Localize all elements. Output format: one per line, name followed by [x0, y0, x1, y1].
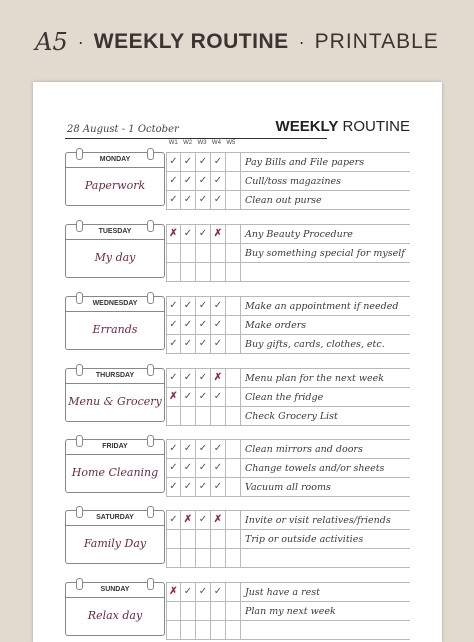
week-checkbox[interactable]: ✓ [181, 153, 196, 171]
week-label-w2: W2 [183, 140, 193, 146]
week-checkbox[interactable]: ✓ [166, 297, 181, 315]
week-checkbox[interactable] [226, 602, 241, 620]
week-checkbox[interactable]: ✓ [181, 191, 196, 209]
week-checkbox[interactable] [226, 511, 241, 529]
week-checkbox[interactable] [196, 263, 211, 281]
day-name: SUNDAY [66, 583, 164, 598]
week-checkbox[interactable] [226, 388, 241, 406]
week-checkbox[interactable]: ✓ [196, 335, 211, 353]
week-checkbox[interactable] [166, 263, 181, 281]
week-checkbox[interactable] [211, 263, 226, 281]
routine-item-text: Make orders [245, 320, 307, 331]
week-checkbox[interactable]: ✓ [181, 583, 196, 601]
week-checkbox[interactable] [196, 530, 211, 548]
routine-row [166, 549, 410, 568]
routine-item-text: Any Beauty Procedure [245, 229, 353, 240]
week-checkbox[interactable]: ✓ [166, 478, 181, 496]
routine-row [166, 263, 410, 282]
routine-item-text: Change towels and/or sheets [245, 463, 385, 474]
week-checkbox[interactable]: ✓ [196, 478, 211, 496]
week-checkbox[interactable]: ✓ [211, 459, 226, 477]
week-label-w4: W4 [211, 140, 221, 146]
routine-row [166, 191, 410, 210]
routine-row [166, 368, 410, 388]
routine-item-text [241, 621, 410, 639]
routine-row [166, 388, 410, 407]
week-checkbox[interactable]: ✓ [211, 478, 226, 496]
week-checkbox[interactable] [226, 297, 241, 315]
week-labels [166, 140, 238, 146]
week-label-w3: W3 [197, 140, 207, 146]
week-label-w5: W5 [226, 140, 236, 146]
banner-separator: · [77, 31, 84, 52]
routine-row [166, 407, 410, 426]
week-checkbox[interactable]: ✗ [166, 583, 181, 601]
routine-row [166, 582, 410, 602]
week-checkbox[interactable]: ✓ [196, 369, 211, 387]
week-checkbox[interactable]: ✓ [211, 153, 226, 171]
week-checkbox[interactable] [166, 407, 181, 425]
week-checkbox[interactable] [181, 244, 196, 262]
week-checkbox[interactable] [181, 263, 196, 281]
routine-row [166, 602, 410, 621]
week-checkbox[interactable]: ✓ [196, 172, 211, 190]
week-checkbox[interactable] [211, 407, 226, 425]
routine-grid [166, 510, 410, 568]
title-light: ROUTINE [338, 118, 410, 135]
week-checkbox[interactable]: ✓ [166, 153, 181, 171]
routine-row [166, 224, 410, 244]
week-checkbox[interactable] [196, 407, 211, 425]
routine-row [166, 510, 410, 530]
week-checkbox[interactable] [226, 549, 241, 567]
week-checkbox[interactable]: ✓ [196, 583, 211, 601]
week-checkbox[interactable] [181, 549, 196, 567]
routine-item-text: Pay Bills and File papers [245, 157, 365, 168]
week-checkbox[interactable] [226, 316, 241, 334]
week-checkbox[interactable] [196, 549, 211, 567]
week-checkbox[interactable] [226, 225, 241, 243]
banner-separator: · [298, 31, 305, 52]
routine-row [166, 530, 410, 549]
routine-item-text: Menu plan for the next week [245, 373, 384, 384]
day-focus: Home Cleaning [71, 466, 159, 479]
week-checkbox[interactable]: ✓ [181, 335, 196, 353]
week-checkbox[interactable] [181, 621, 196, 639]
week-checkbox[interactable] [211, 244, 226, 262]
week-checkbox[interactable] [181, 407, 196, 425]
week-checkbox[interactable]: ✗ [211, 225, 226, 243]
routine-item-text: Just have a rest [245, 587, 320, 598]
page-title [276, 118, 410, 135]
week-checkbox[interactable]: ✓ [211, 172, 226, 190]
week-checkbox[interactable]: ✓ [211, 316, 226, 334]
week-checkbox[interactable]: ✓ [166, 459, 181, 477]
week-checkbox[interactable]: ✓ [181, 440, 196, 458]
week-checkbox[interactable] [226, 440, 241, 458]
day-name: WEDNESDAY [66, 297, 164, 312]
day-card [65, 510, 165, 564]
header-rule [65, 138, 327, 139]
day-focus: Menu & Grocery [68, 395, 162, 408]
week-checkbox[interactable] [226, 335, 241, 353]
routine-row [166, 621, 410, 640]
week-checkbox[interactable]: ✓ [166, 440, 181, 458]
planner-page [33, 82, 442, 642]
week-checkbox[interactable] [196, 621, 211, 639]
week-checkbox[interactable] [226, 478, 241, 496]
week-checkbox[interactable]: ✓ [166, 172, 181, 190]
week-label-w1: W1 [168, 140, 178, 146]
week-checkbox[interactable]: ✓ [196, 511, 211, 529]
routine-row [166, 152, 410, 172]
week-checkbox[interactable]: ✓ [181, 297, 196, 315]
routine-grid [166, 368, 410, 426]
week-checkbox[interactable] [226, 369, 241, 387]
week-checkbox[interactable]: ✓ [211, 297, 226, 315]
routine-row [166, 439, 410, 459]
day-name: MONDAY [66, 153, 164, 168]
week-checkbox[interactable] [181, 602, 196, 620]
week-checkbox[interactable]: ✓ [211, 440, 226, 458]
week-checkbox[interactable]: ✓ [166, 511, 181, 529]
week-checkbox[interactable]: ✓ [166, 369, 181, 387]
week-checkbox[interactable] [226, 459, 241, 477]
week-checkbox[interactable] [166, 549, 181, 567]
routine-item-text: Invite or visit relatives/friends [245, 515, 391, 526]
week-checkbox[interactable] [166, 530, 181, 548]
week-checkbox[interactable]: ✓ [196, 191, 211, 209]
week-checkbox[interactable]: ✓ [196, 316, 211, 334]
week-checkbox[interactable]: ✓ [211, 388, 226, 406]
date-range: 28 August - 1 October [67, 124, 179, 135]
routine-item-text: Buy gifts, cards, clothes, etc. [245, 339, 385, 350]
week-checkbox[interactable] [226, 407, 241, 425]
week-checkbox[interactable] [226, 621, 241, 639]
banner [0, 22, 474, 62]
routine-item-text: Plan my next week [245, 606, 336, 617]
routine-row [166, 316, 410, 335]
week-checkbox[interactable]: ✗ [166, 388, 181, 406]
week-checkbox[interactable] [181, 530, 196, 548]
week-checkbox[interactable] [226, 172, 241, 190]
routine-item-text: Trip or outside activities [245, 534, 364, 545]
day-focus: My day [94, 251, 136, 264]
day-name: THURSDAY [66, 369, 164, 384]
day-card [65, 439, 165, 493]
routine-item-text: Check Grocery List [245, 411, 338, 422]
week-checkbox[interactable]: ✓ [196, 388, 211, 406]
day-name: TUESDAY [66, 225, 164, 240]
routine-row [166, 244, 410, 263]
day-card [65, 368, 165, 422]
routine-row [166, 335, 410, 354]
week-checkbox[interactable] [226, 191, 241, 209]
week-checkbox[interactable] [211, 549, 226, 567]
week-checkbox[interactable]: ✗ [181, 511, 196, 529]
routine-grid [166, 224, 410, 282]
routine-item-text: Clean mirrors and doors [245, 444, 363, 455]
week-checkbox[interactable]: ✓ [211, 335, 226, 353]
week-checkbox[interactable]: ✓ [181, 388, 196, 406]
banner-weekly-routine: WEEKLY ROUTINE [93, 30, 289, 53]
day-focus: Family Day [83, 537, 147, 550]
routine-item-text: Clean out purse [245, 195, 322, 206]
week-checkbox[interactable] [226, 244, 241, 262]
week-checkbox[interactable]: ✗ [166, 225, 181, 243]
week-checkbox[interactable] [226, 530, 241, 548]
week-checkbox[interactable]: ✓ [196, 297, 211, 315]
day-focus: Errands [92, 323, 138, 336]
banner-a5: A5 [35, 28, 68, 56]
day-name: SATURDAY [66, 511, 164, 526]
day-focus: Relax day [87, 609, 143, 622]
routine-item-text: Make an appointment if needed [245, 301, 399, 312]
routine-item-text: Vacuum all rooms [245, 482, 331, 493]
day-focus: Paperwork [84, 179, 146, 192]
week-checkbox[interactable]: ✓ [181, 459, 196, 477]
week-checkbox[interactable]: ✓ [211, 583, 226, 601]
week-checkbox[interactable]: ✗ [211, 511, 226, 529]
routine-item-text [241, 263, 410, 281]
week-checkbox[interactable]: ✓ [181, 172, 196, 190]
week-checkbox[interactable] [226, 263, 241, 281]
routine-row [166, 296, 410, 316]
routine-item-text [241, 549, 410, 567]
week-checkbox[interactable] [226, 583, 241, 601]
week-checkbox[interactable] [226, 153, 241, 171]
week-checkbox[interactable]: ✓ [196, 153, 211, 171]
routine-grid [166, 152, 410, 210]
week-checkbox[interactable]: ✓ [166, 316, 181, 334]
day-card [65, 152, 165, 206]
week-checkbox[interactable] [211, 621, 226, 639]
week-checkbox[interactable]: ✗ [211, 369, 226, 387]
day-card [65, 224, 165, 278]
day-card [65, 296, 165, 350]
week-checkbox[interactable]: ✓ [196, 459, 211, 477]
week-checkbox[interactable] [211, 530, 226, 548]
week-checkbox[interactable]: ✓ [166, 335, 181, 353]
week-checkbox[interactable]: ✓ [196, 225, 211, 243]
banner-printable: PRINTABLE [314, 30, 439, 53]
routine-item-text: Buy something special for myself [245, 248, 405, 259]
day-card [65, 582, 165, 636]
week-checkbox[interactable]: ✓ [166, 191, 181, 209]
routine-row [166, 459, 410, 478]
routine-row [166, 172, 410, 191]
week-checkbox[interactable] [166, 602, 181, 620]
week-checkbox[interactable] [166, 621, 181, 639]
week-checkbox[interactable]: ✓ [181, 478, 196, 496]
week-checkbox[interactable] [196, 244, 211, 262]
title-bold: WEEKLY [275, 118, 339, 135]
week-checkbox[interactable]: ✓ [181, 369, 196, 387]
routine-grid [166, 582, 410, 640]
routine-grid [166, 296, 410, 354]
week-checkbox[interactable] [166, 244, 181, 262]
week-checkbox[interactable]: ✓ [181, 225, 196, 243]
routine-item-text: Clean the fridge [245, 392, 324, 403]
routine-item-text: Cull/toss magazines [245, 176, 342, 187]
day-name: FRIDAY [66, 440, 164, 455]
week-checkbox[interactable] [211, 602, 226, 620]
week-checkbox[interactable]: ✓ [181, 316, 196, 334]
week-checkbox[interactable]: ✓ [196, 440, 211, 458]
week-checkbox[interactable] [196, 602, 211, 620]
routine-grid [166, 439, 410, 497]
week-checkbox[interactable]: ✓ [211, 191, 226, 209]
routine-row [166, 478, 410, 497]
